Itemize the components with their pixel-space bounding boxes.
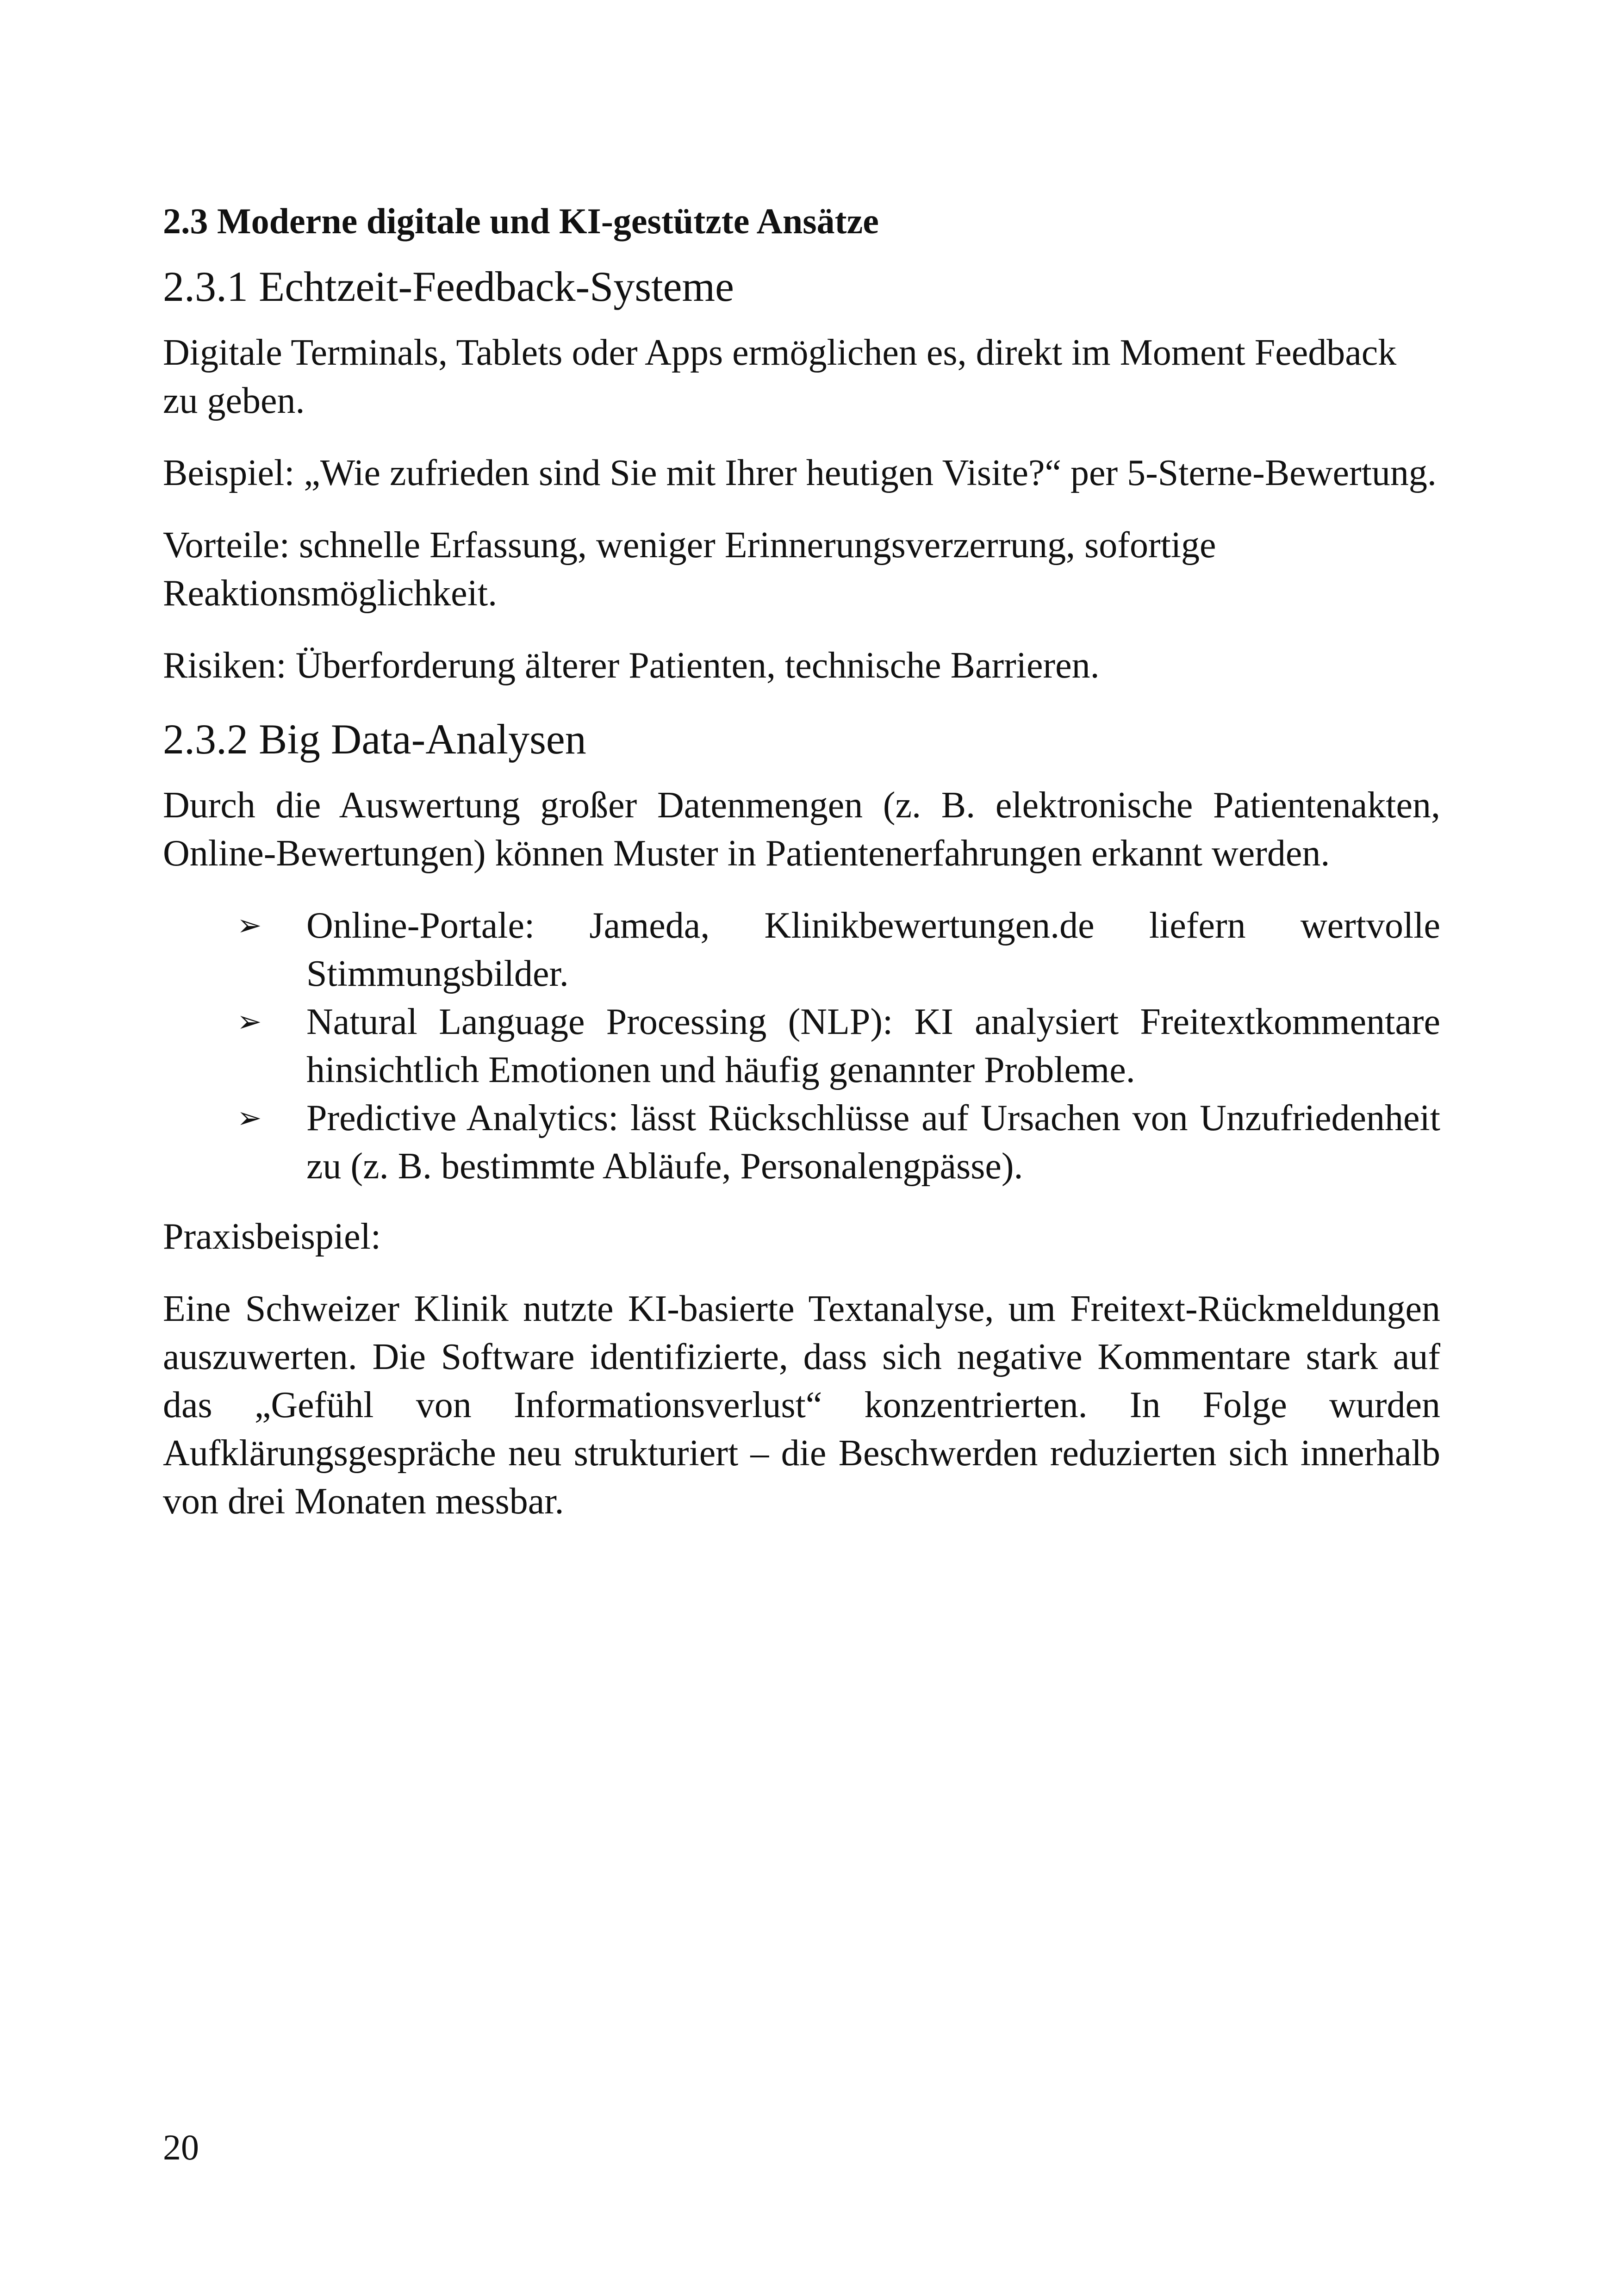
subsection-heading-big-data: 2.3.2 Big Data-Analysen: [163, 716, 586, 763]
paragraph-big-data-intro: Durch die Auswertung großer Datenmengen (z. B. elektronische Patientenakten, Online-Bewertungen) können Muster in Patientenerfahrungen erkannt werden.: [163, 785, 1440, 874]
page-number: 20: [163, 2127, 199, 2167]
list-item-text: Predictive Analytics: lässt Rückschlüsse auf Ursachen von Unzufriedenheit zu (z. B. bestimmte Abläufe, Personalengpässe).: [306, 1098, 1440, 1187]
paragraph-risiken: Risiken: Überforderung älterer Patienten, technische Barrieren.: [163, 645, 1100, 686]
paragraph-praxisbeispiel: Eine Schweizer Klinik nutzte KI-basierte Textanalyse, um Freitext-Rückmeldungen auszuwerten. Die Software identifizierte, dass sich negative Kommentare stark auf das „Gefühl von Informationsverlust“ konzentrierten. In Folge wurden Aufklärungsgespräche neu strukturiert – die Beschwerden reduzierten sich innerhalb von drei Monaten messbar.: [163, 1288, 1440, 1522]
paragraph-digitale-terminals: Digitale Terminals, Tablets oder Apps ermöglichen es, direkt im Moment Feedback zu geben.: [163, 332, 1397, 421]
list-item: [237, 902, 1440, 998]
list-item-text: Natural Language Processing (NLP): KI analysiert Freitextkommentare hinsichtlich Emotionen und häufig genannter Probleme.: [306, 1002, 1440, 1090]
example-label: Praxisbeispiel:: [163, 1216, 381, 1257]
page-content: [163, 198, 1440, 1549]
paragraph-vorteile: Vorteile: schnelle Erfassung, weniger Erinnerungsverzerrung, sofortige Reaktionsmöglichkeit.: [163, 525, 1216, 614]
bullet-list: [163, 902, 1440, 1190]
paragraph-beispiel: Beispiel: „Wie zufrieden sind Sie mit Ihrer heutigen Visite?“ per 5-Sterne-Bewertung.: [163, 453, 1437, 493]
list-item-text: Online-Portale: Jameda, Klinikbewertungen.de liefern wertvolle Stimmungsbilder.: [306, 905, 1440, 994]
arrow-bullet-icon: ➢: [237, 908, 262, 943]
arrow-bullet-icon: ➢: [237, 1005, 262, 1039]
subsection-heading-echtzeit-feedback: 2.3.1 Echtzeit-Feedback-Systeme: [163, 263, 734, 310]
list-item: [237, 1094, 1440, 1190]
list-item: [237, 998, 1440, 1094]
section-heading: 2.3 Moderne digitale und KI-gestützte Ansätze: [163, 201, 879, 241]
arrow-bullet-icon: ➢: [237, 1101, 262, 1135]
